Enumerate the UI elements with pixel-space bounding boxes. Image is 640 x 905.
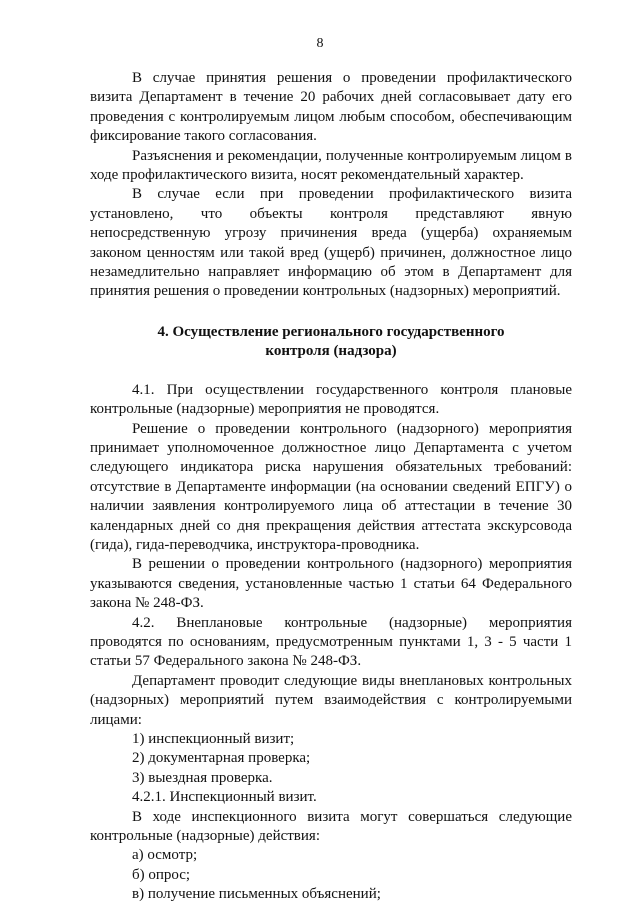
list-item: б) опрос; [132,866,191,883]
paragraph: В случае принятия решения о проведении профилактического визита Департамент в течение 20 рабочих дней согласовывает дату его проведения с контролируемым лицом любым способом, обеспечивающим фиксирование такого согласования. [90,70,572,145]
list-item: в) получение письменных объяснений; [132,886,381,903]
paragraph: 4.1. При осуществлении государственного контроля плановые контрольные (надзорные) мероприятия не проводятся. [90,381,572,418]
paragraph: В случае если при проведении профилактического визита установлено, что объекты контроля представляют явную непосредственную угрозу причинения вреда (ущерба) охраняемым законом ценностям или такой вред (ущерб) причинен, должностное лицо незамедлительно направляет информацию об этом в Департамент для принятия решения о проведении контрольных (надзорных) мероприятий. [90,186,572,300]
paragraph: В решении о проведении контрольного (надзорного) мероприятия указываются сведения, установленные частью 1 статьи 64 Федерального закона № 248-ФЗ. [90,556,572,612]
page-number: 8 [316,36,324,51]
list-item: а) осмотр; [132,847,198,864]
list-item: 3) выездная проверка. [132,769,273,786]
paragraph: Департамент проводит следующие виды внеплановых контрольных (надзорных) мероприятий путем взаимодействия с контролируемыми лицами: [90,672,572,728]
paragraph: Решение о проведении контрольного (надзорного) мероприятия принимает уполномоченное должностное лицо Департамента с учетом следующего индикатора риска нарушения обязательных требований: отсутствие в Департаменте информации (на основании сведений ЕПГУ) о наличии заявления контролируемого лица об аттестации в течение 30 календарных дней со дня прекращения действия аттестата экскурсовода (гида), гида-переводчика, инструктора-проводника. [90,420,572,553]
paragraph: Разъяснения и рекомендации, полученные контролируемым лицом в ходе профилактического визита, носят рекомендательный характер. [90,147,572,184]
list-item: 1) инспекционный визит; [132,731,295,747]
section-heading: 4. Осуществление регионального государственного контроля (надзора) [157,323,505,360]
document-body [90,69,572,905]
subsection-title: 4.2.1. Инспекционный визит. [132,789,317,806]
paragraph: 4.2. Внеплановые контрольные (надзорные) мероприятия проводятся по основаниям, предусмотренным пунктами 1, 3 - 5 части 1 статьи 57 Федерального закона № 248-ФЗ. [90,614,572,670]
list-item: 2) документарная проверка; [132,750,311,767]
paragraph: В ходе инспекционного визита могут совершаться следующие контрольные (надзорные) действия: [90,808,572,845]
